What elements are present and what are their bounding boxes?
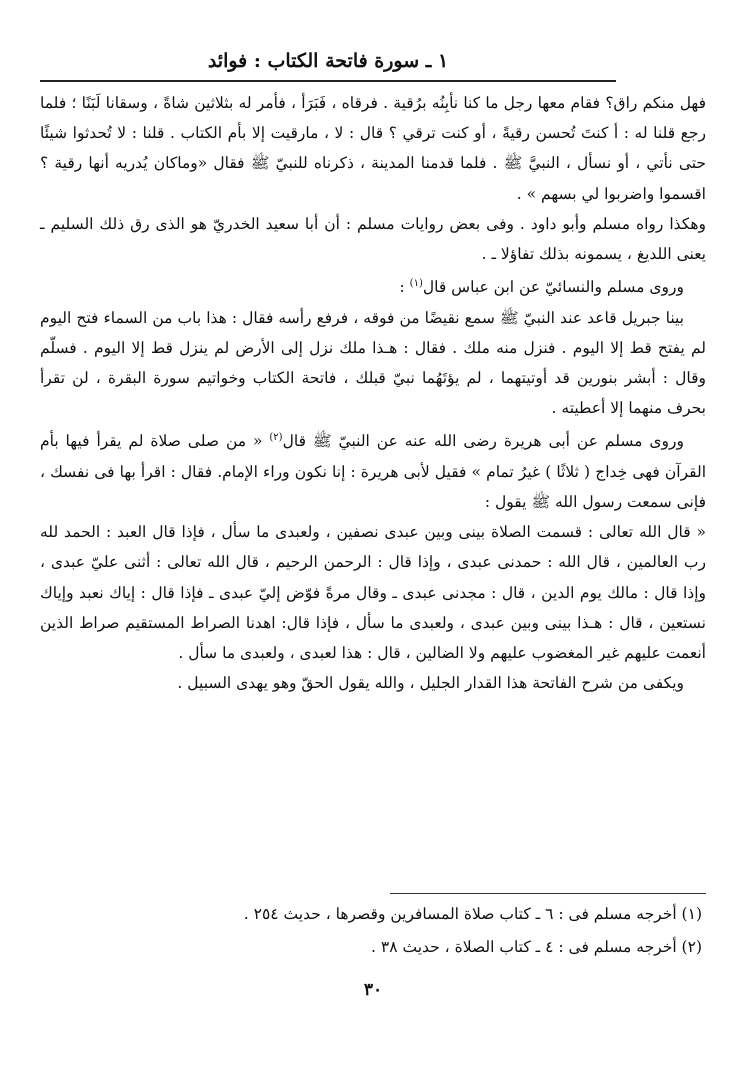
main-text (40, 88, 706, 698)
footnote-2: (٢) أخرجه مسلم فى : ٤ ـ كتاب الصلاة ، حديث ٣٨ . (371, 938, 702, 956)
page-number: ٣٠ (363, 980, 383, 1000)
paragraph-6: « قال الله تعالى : قسمت الصلاة بينى وبين عبدى نصفين ، ولعبدى ما سأل ، فإذا قال العبد : الحمد لله رب العالمين ، قال الله : حمدنى عبدى ، وإذا قال : الرحمن الرحيم ، قال الله تعالى : أثنى عليّ عبدى ، وإذا قال : مالك يوم الدين ، قال : مجدنى عبدى ـ وقال مرةً فوّض إليّ عبدى ـ فإذا قال : إياك نعبد وإياك نستعين ، قال : هـذا بينى وبين عبدى ، ولعبدى ما سأل ، فإذا قال: اهدنا الصراط المستقيم صراط الذين أنعمت عليهم غير المغضوب عليهم ولا الضالين ، قال : هذا لعبدى ، ولعبدى ما سأل . (40, 523, 706, 662)
paragraph-4: بينا جبريل قاعد عند النبيّ ﷺ سمع نقيضًا من فوقه ، فرفع رأسه فقال : هذا باب من السماء فتح اليوم لم يفتح قط إلا اليوم . فنزل منه ملك . فقال : هـذا ملك نزل إلى الأرض لم ينزل قط إلا اليوم . فسلّم وقال : أبشر بنورين قد أوتيتهما ، لم يؤتَهُما نبيّ قبلك ، فاتحة الكتاب وخواتيم سورة البقرة ، لن تقرأ بحرف منهما إلا أعطيته . (40, 308, 706, 418)
running-header (40, 44, 616, 82)
footnotes (40, 898, 706, 964)
footnote-ref-2: (٢) (269, 432, 283, 444)
footnote-1: (١) أخرجه مسلم فى : ٦ ـ كتاب صلاة المسافرين وقصرها ، حديث ٢٥٤ . (243, 905, 702, 923)
header-title: ١ ـ سورة فاتحة الكتاب : فوائد (207, 50, 449, 72)
footnote-ref-1: (١) (409, 278, 423, 290)
paragraph-1: فهل منكم راق؟ فقام معها رجل ما كنا نأبِنُه برُقية . فرقاه ، فَبَرَأ ، فأمر له بثلاثين شاةً ، وسقانا لَبَنًا ؛ فلما رجع قلنا له : أ كنتَ تُحسن رقيةً ، أو كنت ترقي ؟ قال : لا ، مارقيت إلا بأم الكتاب . قلنا : لا تُحدثوا شيئًا حتى نأتي ، أو نسأل ، النبيَّ ﷺ . فلما قدمنا المدينة ، ذكرناه للنبيّ ﷺ فقال «وماكان يُدريه أنها رقية ؟ اقسموا واضربوا لي بسهم » . (40, 94, 706, 203)
footnote-divider (390, 893, 706, 894)
paragraph-5: وروى مسلم عن أبى هريرة رضى الله عنه عن النبيّ ﷺ قال$^{(٢)}$ « من صلى صلاة لم يقرأ فيها بأم القرآن فهى خِداج ( ثلاثًا ) غيرُ تمام » فقيل لأبى هريرة : إنا نكون وراء الإمام. فقال : اقرأ بها فى نفسك ، فإنى سمعت رسول الله ﷺ يقول : (40, 432, 706, 511)
paragraph-3: وروى مسلم والنسائيّ عن ابن عباس قال$^{(١)}$ : (399, 278, 684, 297)
paragraph-2: وهكذا رواه مسلم وأبو داود . وفى بعض روايات مسلم : أن أبا سعيد الخدريّ هو الذى رق ذلك السليم ـ يعنى اللديغ ، يسمونه بذلك تفاؤلا ـ . (40, 214, 706, 264)
paragraph-7: ويكفى من شرح الفاتحة هذا القدار الجليل ، والله يقول الحقّ وهو يهدى السبيل . (177, 674, 684, 693)
